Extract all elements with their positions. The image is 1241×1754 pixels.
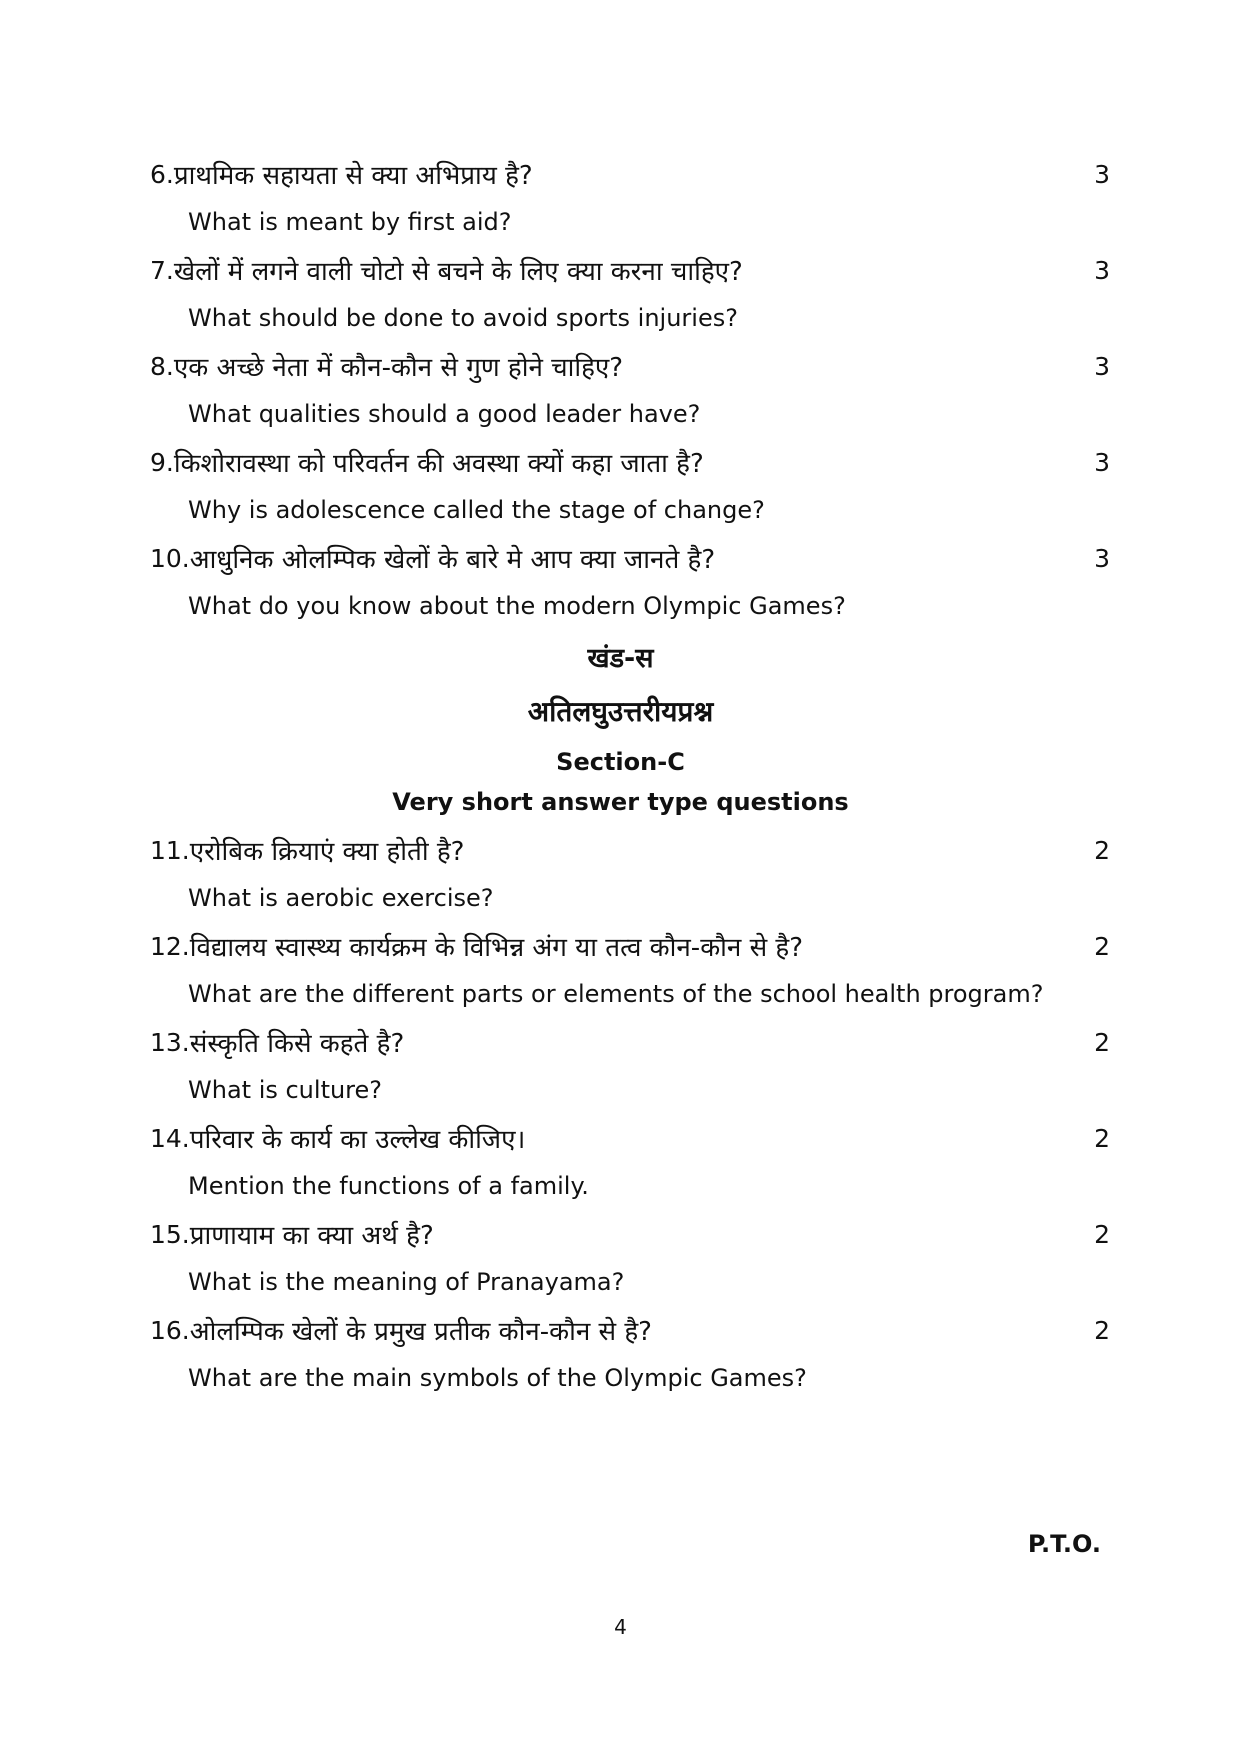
question-marks: 3 xyxy=(1094,543,1110,573)
question-marks: 3 xyxy=(1094,447,1110,477)
question-item xyxy=(150,438,1110,534)
question-number: 13. xyxy=(150,1027,190,1057)
question-item xyxy=(150,1306,1110,1402)
question-english-text: What qualities should a good leader have? xyxy=(188,400,701,428)
question-hindi-text: खेलों में लगने वाली चोटो से बचने के लिए क्या करना चाहिए? xyxy=(173,257,743,287)
question-english-text: What is aerobic exercise? xyxy=(188,884,494,912)
question-hindi-text: प्राथमिक सहायता से क्या अभिप्राय है? xyxy=(173,161,533,191)
question-list-section-b xyxy=(150,150,1110,630)
question-number: 9. xyxy=(150,447,174,477)
question-marks: 2 xyxy=(1094,1219,1110,1249)
question-hindi-text: ओलम्पिक खेलों के प्रमुख प्रतीक कौन-कौन से है? xyxy=(189,1317,652,1347)
section-c-hindi-subtitle: अतिलघुउत्तरीयप्रश्न xyxy=(527,695,714,728)
question-english-text: What is meant by first aid? xyxy=(188,208,512,236)
question-marks: 2 xyxy=(1094,1315,1110,1345)
question-number: 16. xyxy=(150,1315,190,1345)
pto-label: P.T.O. xyxy=(1027,1530,1101,1558)
question-number: 6. xyxy=(150,159,174,189)
question-english-text: What are the main symbols of the Olympic Games? xyxy=(188,1364,807,1392)
question-hindi-text: प्राणायाम का क्या अर्थ है? xyxy=(189,1221,434,1251)
question-english-text: What is culture? xyxy=(188,1076,383,1104)
question-english-text: Why is adolescence called the stage of change? xyxy=(188,496,765,524)
question-item xyxy=(150,1018,1110,1114)
question-number: 12. xyxy=(150,931,190,961)
question-list-section-c xyxy=(150,826,1110,1402)
question-number: 11. xyxy=(150,835,190,865)
question-hindi-text: परिवार के कार्य का उल्लेख कीजिए। xyxy=(189,1125,526,1155)
question-item xyxy=(150,1114,1110,1210)
question-marks: 2 xyxy=(1094,835,1110,865)
question-hindi-text: किशोरावस्था को परिवर्तन की अवस्था क्यों कहा जाता है? xyxy=(173,449,704,479)
question-marks: 2 xyxy=(1094,1123,1110,1153)
question-english-text: What are the different parts or elements of the school health program? xyxy=(188,980,1044,1008)
question-number: 7. xyxy=(150,255,174,285)
question-item xyxy=(150,150,1110,246)
question-item xyxy=(150,826,1110,922)
page-number: 4 xyxy=(614,1615,627,1639)
question-english-text: What is the meaning of Pranayama? xyxy=(188,1268,625,1296)
question-marks: 3 xyxy=(1094,351,1110,381)
section-c-english-title: Section-C xyxy=(556,748,685,776)
question-number: 10. xyxy=(150,543,190,573)
section-c-english-subtitle: Very short answer type questions xyxy=(392,788,849,816)
question-english-text: Mention the functions of a family. xyxy=(188,1172,589,1200)
question-english-text: What should be done to avoid sports injuries? xyxy=(188,304,738,332)
question-hindi-text: एक अच्छे नेता में कौन-कौन से गुण होने चाहिए? xyxy=(173,353,624,383)
question-english-text: What do you know about the modern Olympic Games? xyxy=(188,592,846,620)
question-marks: 3 xyxy=(1094,159,1110,189)
question-number: 8. xyxy=(150,351,174,381)
question-item xyxy=(150,1210,1110,1306)
question-number: 15. xyxy=(150,1219,190,1249)
section-c-hindi-title: खंड-स xyxy=(587,643,654,674)
question-item xyxy=(150,246,1110,342)
question-hindi-text: विद्यालय स्वास्थ्य कार्यक्रम के विभिन्न अंग या तत्व कौन-कौन से है? xyxy=(189,933,804,963)
question-marks: 2 xyxy=(1094,931,1110,961)
question-hindi-text: संस्कृति किसे कहते है? xyxy=(189,1029,405,1059)
question-item xyxy=(150,342,1110,438)
question-item xyxy=(150,922,1110,1018)
question-marks: 2 xyxy=(1094,1027,1110,1057)
question-number: 14. xyxy=(150,1123,190,1153)
question-item xyxy=(150,534,1110,630)
question-marks: 3 xyxy=(1094,255,1110,285)
question-hindi-text: एरोबिक क्रियाएं क्या होती है? xyxy=(189,837,465,867)
question-hindi-text: आधुनिक ओलम्पिक खेलों के बारे मे आप क्या जानते है? xyxy=(189,545,716,575)
